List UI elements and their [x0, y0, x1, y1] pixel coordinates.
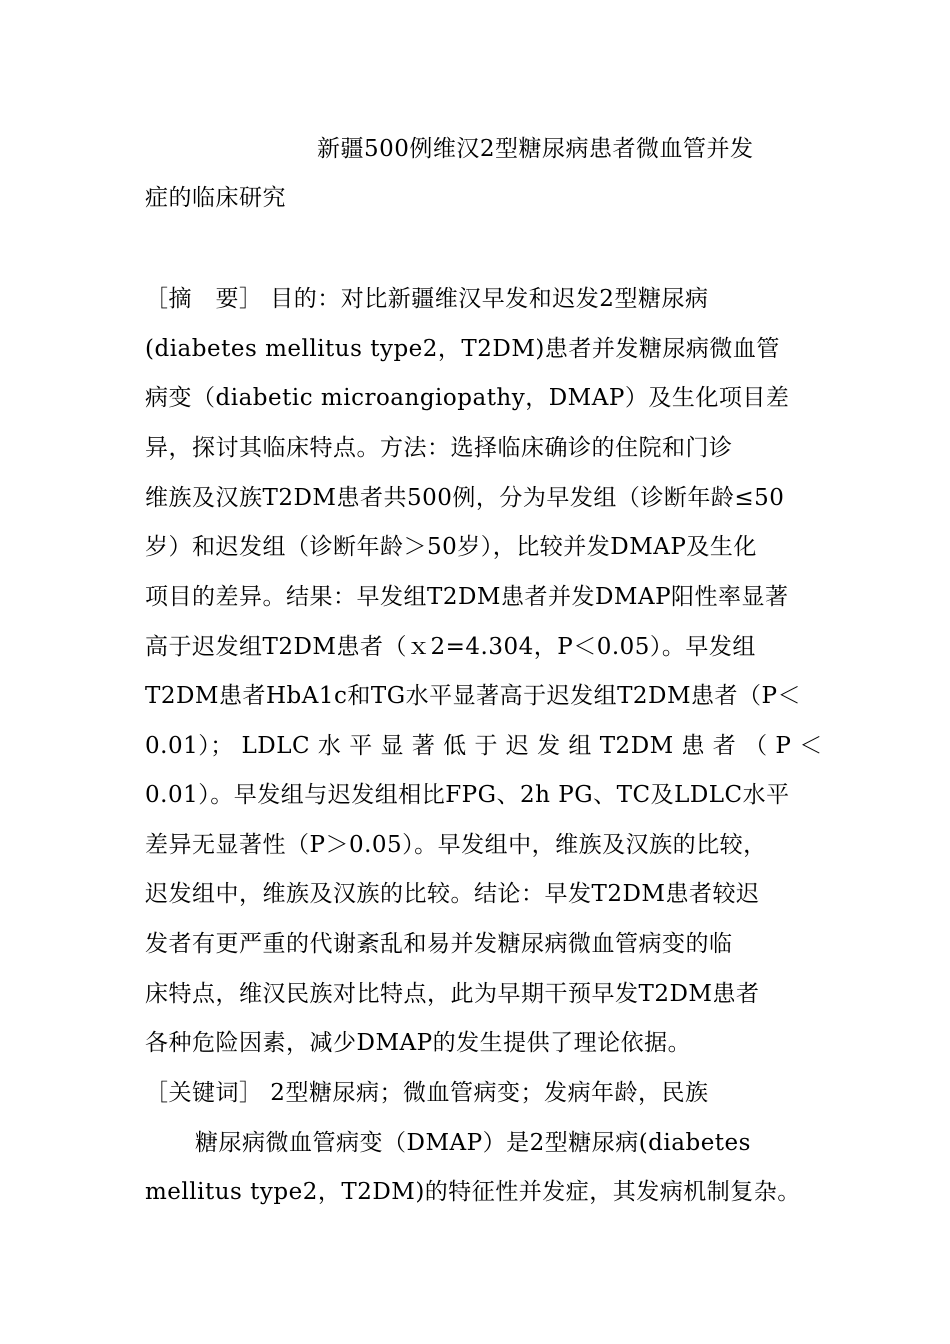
abstract-line: 发者有更严重的代谢紊乱和易并发糖尿病微血管病变的临 [145, 931, 733, 957]
abstract-line: 0.01）。早发组与迟发组相比FPG、2h PG、TC及LDLC水平 [145, 782, 790, 808]
title-line-2: 症的临床研究 [145, 185, 286, 211]
body-line: 糖尿病微血管病变（DMAP）是2型糖尿病(diabetes [195, 1130, 751, 1156]
abstract-line: 床特点，维汉民族对比特点，此为早期干预早发T2DM患者 [145, 981, 760, 1007]
body-line: mellitus type2，T2DM)的特征性并发症，其发病机制复杂。 [145, 1179, 801, 1205]
abstract-line: 差异无显著性（P＞0.05）。早发组中，维族及汉族的比较， [145, 832, 767, 858]
abstract-line: ［摘 要］ 目的：对比新疆维汉早发和迟发2型糖尿病 [145, 286, 709, 312]
abstract-line: 高于迟发组T2DM患者（ｘ2=4.304，P＜0.05）。早发组 [145, 634, 756, 660]
keywords-line: ［关键词］ 2型糖尿病；微血管病变；发病年龄，民族 [145, 1080, 709, 1106]
abstract-line: 病变（diabetic microangiopathy，DMAP）及生化项目差 [145, 385, 790, 411]
abstract-line: 岁）和迟发组（诊断年龄＞50岁），比较并发DMAP及生化 [145, 534, 757, 560]
abstract-line: 项目的差异。结果：早发组T2DM患者并发DMAP阳性率显著 [145, 584, 789, 610]
abstract-line: 各种危险因素，减少DMAP的发生提供了理论依据。 [145, 1030, 692, 1056]
title-line-1: 新疆500例维汉2型糖尿病患者微血管并发 [317, 136, 754, 162]
abstract-line: 维族及汉族T2DM患者共500例，分为早发组（诊断年龄≤50 [145, 485, 785, 511]
abstract-line: (diabetes mellitus type2，T2DM)患者并发糖尿病微血管 [145, 336, 780, 362]
abstract-line: T2DM患者HbA1c和TG水平显著高于迟发组T2DM患者（P＜ [145, 683, 802, 709]
abstract-line: 迟发组中，维族及汉族的比较。结论：早发T2DM患者较迟 [145, 881, 760, 907]
abstract-line: 异，探讨其临床特点。方法：选择临床确诊的住院和门诊 [145, 435, 733, 461]
abstract-line: 0.01）； LDLC 水 平 显 著 低 于 迟 发 组 T2DM 患 者 （ P ＜ [145, 733, 823, 759]
